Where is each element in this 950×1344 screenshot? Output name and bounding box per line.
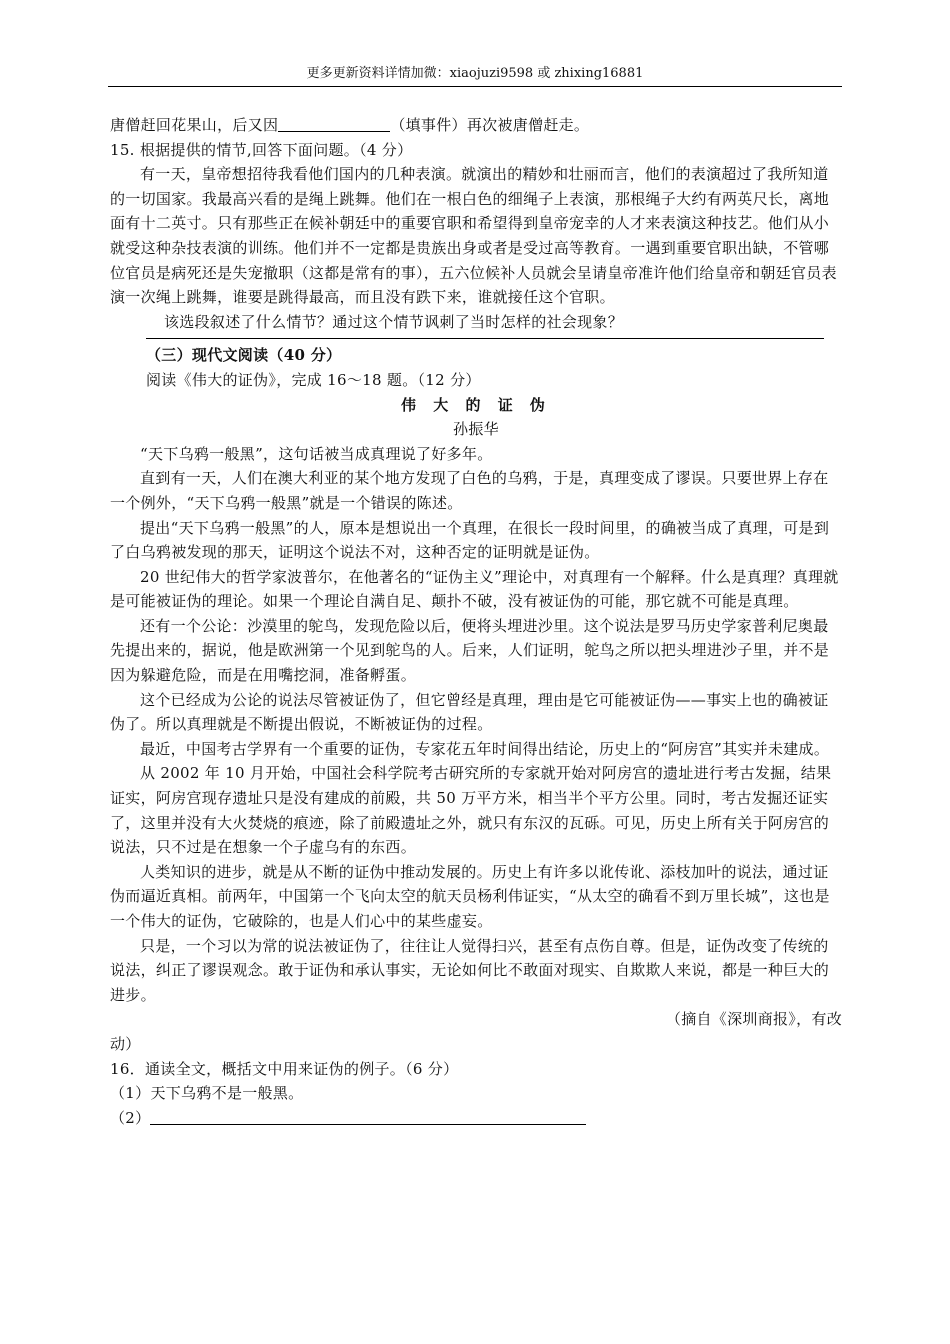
header-rule xyxy=(108,86,842,87)
q16-item-2-label: （2） xyxy=(110,1108,151,1127)
q14-fill-blank[interactable] xyxy=(278,115,390,132)
article-paragraph: 20 世纪伟大的哲学家波普尔，在他著名的“证伪主义”理论中，对真理有一个解释。什么是真理？真理就是可能被证伪的理论。如果一个理论自满自足、颠扑不破，没有被证伪的可能，那它就不可能是真理。 xyxy=(110,567,839,611)
q15-question: 该选段叙述了什么情节？通过这个情节讽刺了当时怎样的社会现象？ xyxy=(164,312,624,331)
page-content xyxy=(110,113,842,1130)
section-intro: 阅读《伟大的证伪》，完成 16～18 题。（12 分） xyxy=(146,370,481,389)
page-header: 更多更新资料详情加微：xiaojuzi9598 或 zhixing16881 xyxy=(306,66,644,81)
q15-passage: 有一天，皇帝想招待我看他们国内的几种表演。就演出的精妙和壮丽而言，他们的表演超过了我所知道的一切国家。我最高兴看的是绳上跳舞。他们在一根白色的细绳子上表演，那根绳子大约有两英尺长，离地面有十二英寸。只有那些正在候补朝廷中的重要官职和希望得到皇帝宠幸的人才来表演这种技艺。他们从小就受这种杂技表演的训练。他们并不一定都是贵族出身或者是受过高等教育。一遇到重要官职出缺，不管哪位官员是病死还是失宠撤职（这都是常有的事），五六位候补人员就会呈请皇帝准许他们给皇帝和朝廷官员表演一次绳上跳舞，谁要是跳得最高，而且没有跌下来，谁就接任这个官职。 xyxy=(110,165,837,307)
article-source-cont: 动） xyxy=(110,1034,141,1053)
article-paragraph: 提出“天下乌鸦一般黑”的人，原本是想说出一个真理，在很长一段时间里，的确被当成了真理，可是到了白乌鸦被发现的那天，证明这个说法不对，这种否定的证明就是证伪。 xyxy=(110,518,830,562)
article-source: （摘自《深圳商报》，有改 xyxy=(665,1010,842,1029)
article-paragraph: 最近，中国考古学界有一个重要的证伪，专家花五年时间得出结论，历史上的“阿房宫”其实并未建成。 xyxy=(140,739,830,758)
article-paragraph: 还有一个公论：沙漠里的鸵鸟，发现危险以后，便将头埋进沙里。这个说法是罗马历史学家普利尼奥最先提出来的，据说，他是欧洲第一个见到鸵鸟的人。后来，人们证明，鸵鸟之所以把头埋进沙子里，并不是因为躲避危险，而是在用嘴挖洞，准备孵蛋。 xyxy=(110,616,830,685)
q16-item-2 xyxy=(110,1106,842,1131)
q16-answer-line[interactable] xyxy=(150,1108,586,1125)
article-title: 伟 大 的 证 伪 xyxy=(401,395,551,414)
article-paragraph: 这个已经成为公论的说法尽管被证伪了，但它曾经是真理，理由是它可能被证伪——事实上也的确被证伪了。所以真理就是不断提出假说，不断被证伪的过程。 xyxy=(110,690,829,734)
article-paragraph: 只是，一个习以为常的说法被证伪了，往往让人觉得扫兴，甚至有点伤自尊。但是，证伪改变了传统的说法，纠正了谬误观念。敢于证伪和承认事实，无论如何比不敢面对现实、自欺欺人来说，都是一种巨大的进步。 xyxy=(110,936,830,1004)
q14-text-after: （填事件）再次被唐僧赶走。 xyxy=(390,116,590,134)
q14-text-before: 唐僧赶回花果山，后又因 xyxy=(110,116,279,134)
q16-heading: 16．通读全文，概括文中用来证伪的例子。（6 分） xyxy=(110,1059,459,1078)
article-paragraph: 从 2002 年 10 月开始，中国社会科学院考古研究所的专家就开始对阿房宫的遗址进行考古发掘，结果证实，阿房宫现存遗址只是没有建成的前殿，共 50 万平方米，相当半个平方公里。同时，考古发掘还证实了，这里并没有大火焚烧的痕迹，除了前殿遗址之外，就只有东汉的瓦砾。可见，历史上所有关于阿房宫的说法，只不过是在想象一个子虚乌有的东西。 xyxy=(110,764,832,857)
article-paragraph: 人类知识的进步，就是从不断的证伪中推动发展的。历史上有许多以讹传讹、添枝加叶的说法，通过证伪而逼近真相。前两年，中国第一个飞向太空的航天员杨利伟证实，“从太空的确看不到万里长城”，这也是一个伟大的证伪，它破除的，也是人们心中的某些虚妄。 xyxy=(110,862,830,930)
section-title: （三）现代文阅读（40 分） xyxy=(146,346,342,365)
article-paragraph: 直到有一天，人们在澳大利亚的某个地方发现了白色的乌鸦，于是，真理变成了谬误。只要世界上存在一个例外，“天下乌鸦一般黑”就是一个错误的陈述。 xyxy=(110,469,829,512)
article-paragraph: “天下乌鸦一般黑”，这句话被当成真理说了好多年。 xyxy=(140,444,493,463)
q15-answer-line[interactable] xyxy=(146,338,824,339)
q15-heading: 15. 根据提供的情节,回答下面问题。（4 分） xyxy=(110,140,413,159)
q14-continuation xyxy=(110,113,842,138)
article-author: 孙振华 xyxy=(453,420,499,439)
q16-item-1: （1）天下乌鸦不是一般黑。 xyxy=(110,1084,304,1103)
